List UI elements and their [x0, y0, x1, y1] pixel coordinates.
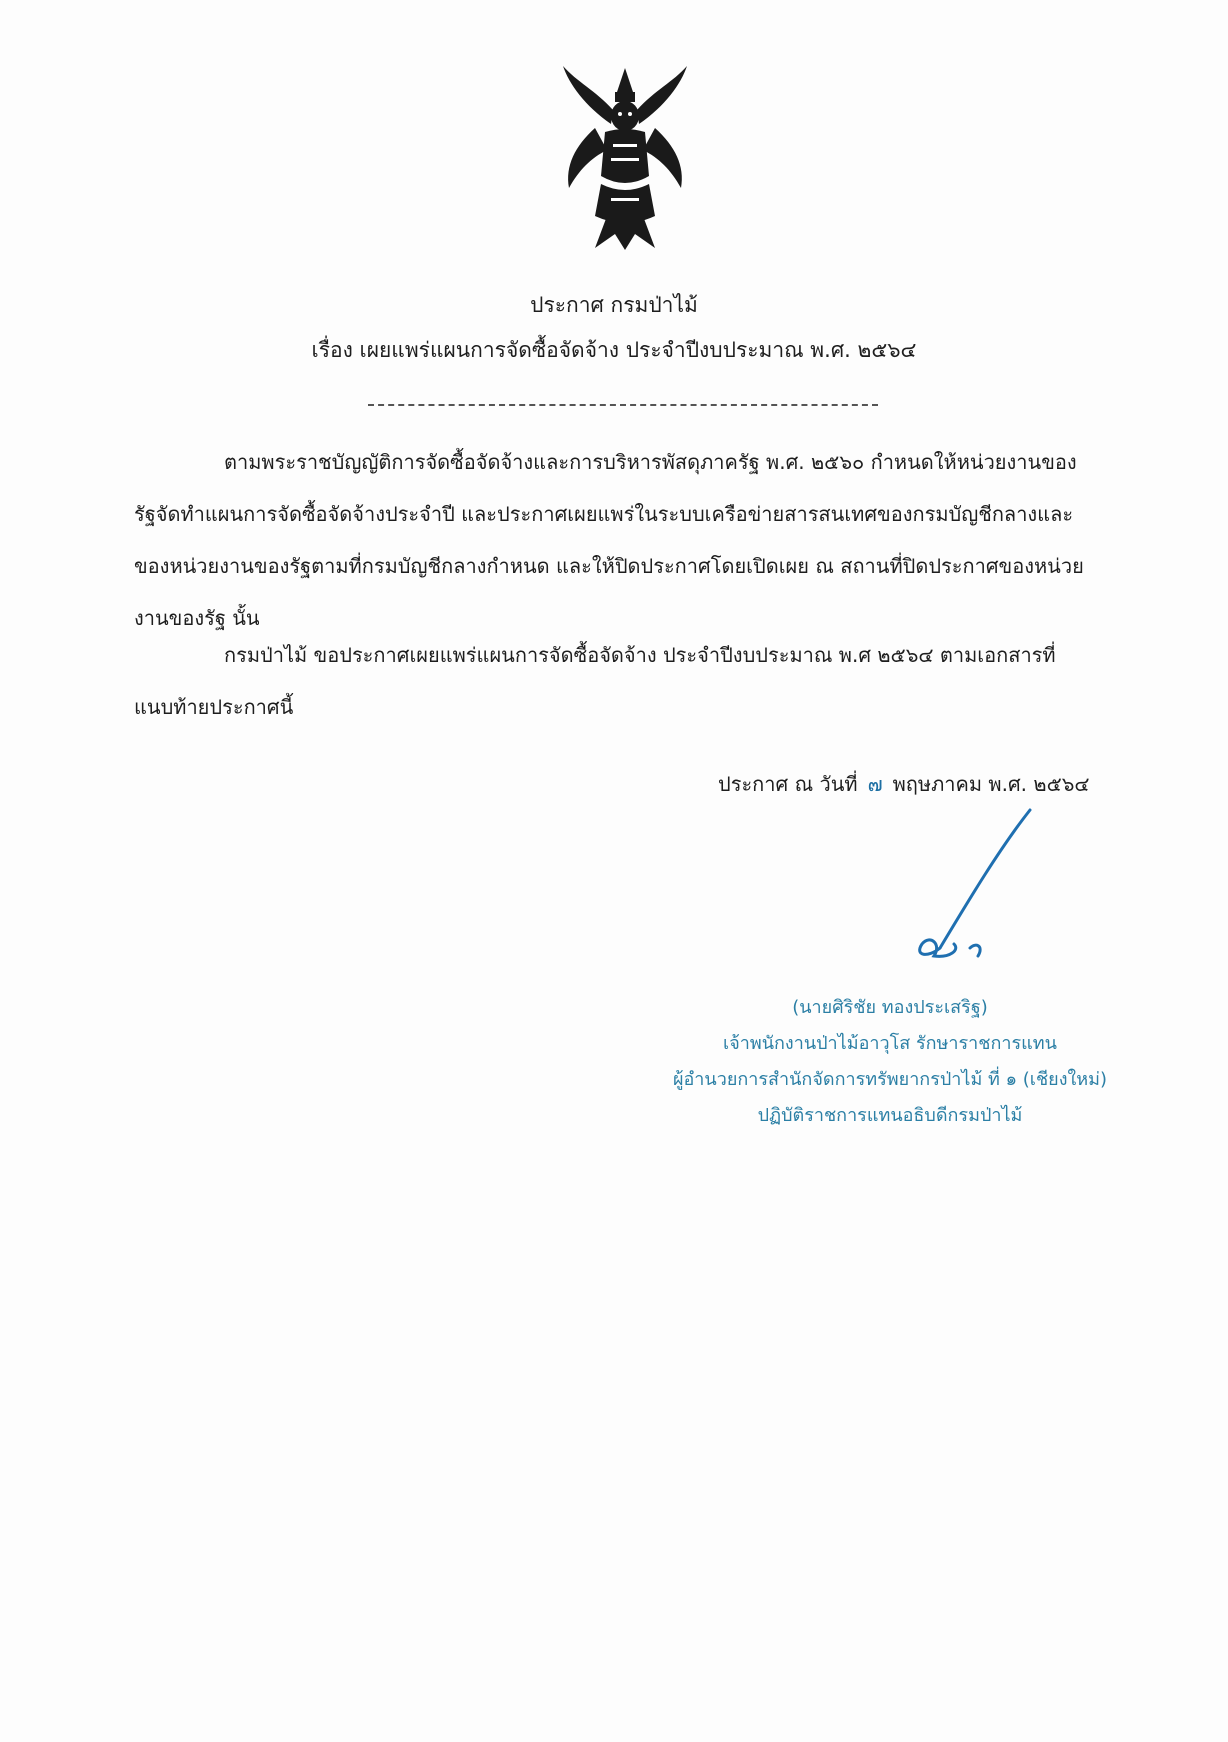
date-prefix: ประกาศ ณ วันที่ [718, 772, 858, 796]
signer-position-3: ปฏิบัติราชการแทนอธิบดีกรมป่าไม้ [757, 1105, 1023, 1126]
date-day: ๗ [867, 772, 883, 796]
document-title: ประกาศ กรมป่าไม้ [530, 293, 698, 317]
paragraph-2-text: กรมป่าไม้ ขอประกาศเผยแพร่แผนการจัดซื้อจัดจ้าง ประจำปีงบประมาณ พ.ศ ๒๕๖๔ ตามเอกสารที่แนบท้ายประกาศนี้ [134, 643, 1056, 719]
signer-position-2: ผู้อำนวยการสำนักจัดการทรัพยากรป่าไม้ ที่ ๑ (เชียงใหม่) [672, 1069, 1108, 1090]
document-subject: เรื่อง เผยแพร่แผนการจัดซื้อจัดจ้าง ประจำปีงบประมาณ พ.ศ. ๒๕๖๔ [311, 338, 917, 362]
signer-position-1: เจ้าพนักงานป่าไม้อาวุโส รักษาราชการแทน [723, 1033, 1057, 1054]
signer-name: (นายศิริชัย ทองประเสริฐ) [792, 997, 988, 1018]
divider-line [368, 404, 878, 406]
date-month-year: พฤษภาคม พ.ศ. ๒๕๖๔ [892, 772, 1090, 796]
paragraph-1-text: ตามพระราชบัญญัติการจัดซื้อจัดจ้างและการบริหารพัสดุภาครัฐ พ.ศ. ๒๕๖๐ กำหนดให้หน่วยงานของรัฐจัดทำแผนการจัดซื้อจัดจ้างประจำปี และประกาศเผยแพร่ในระบบเครือข่ายสารสนเทศของกรมบัญชีกลางและของหน่วยงานของรัฐตามที่กรมบัญชีกลางกำหนด และให้ปิดประกาศโดยเปิดเผย ณ สถานที่ปิดประกาศของหน่วยงานของรัฐ นั้น [134, 450, 1084, 630]
signature-block [650, 990, 1130, 1134]
body-paragraph-1 [134, 436, 1094, 644]
handwritten-signature [880, 808, 1080, 968]
announcement-date [718, 768, 1090, 800]
garuda-emblem-icon [555, 66, 695, 251]
body-paragraph-2 [134, 629, 1094, 733]
